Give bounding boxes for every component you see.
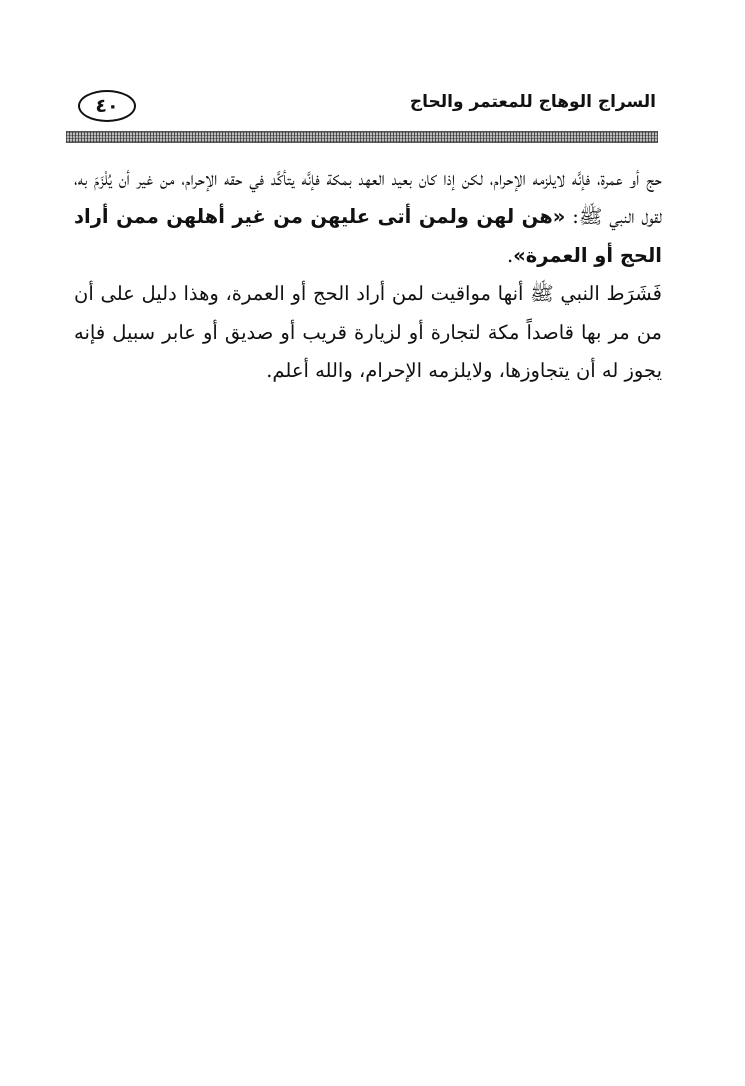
hadith-quote: «هن لهن ولمن أتى عليهن من غير أهلهن ممن أراد الحج أو العمرة» xyxy=(74,205,662,267)
paragraph-2 xyxy=(74,275,662,390)
page-header xyxy=(66,88,656,128)
header-divider xyxy=(66,131,658,143)
paragraph-1-end: . xyxy=(506,243,514,267)
paragraph-1-text: حج أو عمرة، فإنَّه لايلزمه الإحرام، لكن إذا كان بعيد العهد بمكة فإنَّه يتأكَّد في حقه الإحرام، من غير أن يُلْزَمَ به، لقول النبي ﷺ: xyxy=(74,167,663,229)
running-title: السراج الوهاج للمعتمر والحاج xyxy=(409,92,656,112)
page-body xyxy=(74,160,662,390)
page-number-badge xyxy=(78,90,136,122)
page-number: ٤٠ xyxy=(95,95,119,117)
paragraph-2-text: فَشَرَط النبي ﷺ أنها مواقيت لمن أراد الحج أو العمرة، وهذا دليل على أن من مر بها قاصداً مكة لتجارة أو لزيارة قريب أو صديق أو عابر سبيل فإنه يجوز له أن يتجاوزها، ولايلزمه الإحرام، والله أعلم. xyxy=(74,282,662,383)
paragraph-1 xyxy=(74,160,662,275)
